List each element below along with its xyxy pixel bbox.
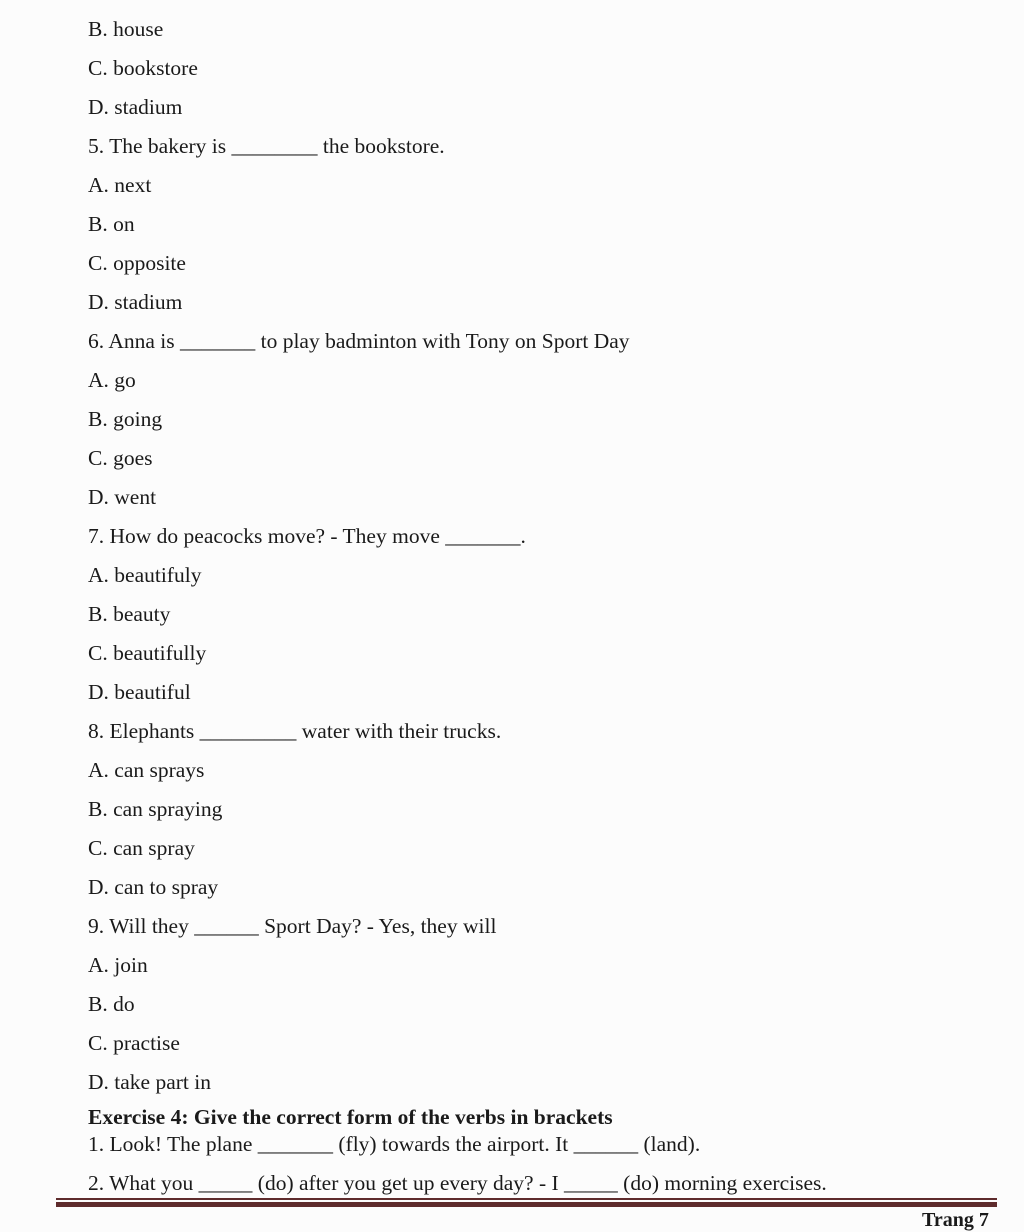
option-line: B. do (88, 992, 135, 1016)
option-line: D. beautiful (88, 680, 191, 704)
worksheet-content (88, 10, 1006, 1197)
page-number (922, 1209, 1012, 1231)
option-line: D. stadium (88, 290, 183, 314)
question-line: 5. The bakery is ________ the bookstore. (88, 134, 445, 158)
question-line: 7. How do peacocks move? - They move _______. (88, 524, 526, 548)
option-line: C. can spray (88, 836, 195, 860)
mcq-section (88, 10, 1006, 1102)
option-line: A. go (88, 368, 136, 392)
option-line: D. can to spray (88, 875, 219, 899)
option-line: C. opposite (88, 251, 186, 275)
option-line: C. goes (88, 446, 153, 470)
exercise4-heading: Exercise 4: Give the correct form of the verbs in brackets (88, 1105, 613, 1129)
exercise4-section (88, 1104, 1006, 1197)
exercise4-item: 1. Look! The plane _______ (fly) towards the airport. It ______ (land). (88, 1132, 701, 1156)
question-line: 6. Anna is _______ to play badminton with Tony on Sport Day (88, 329, 630, 353)
rule-thick-line (56, 1202, 997, 1207)
option-line: B. on (88, 212, 135, 236)
exercise4-item: 2. What you _____ (do) after you get up every day? - I _____ (do) morning exercises. (88, 1171, 827, 1195)
rule-thin-line (56, 1198, 997, 1200)
page-bottom-rule (56, 1198, 997, 1207)
option-line: A. can sprays (88, 758, 205, 782)
option-line: B. beauty (88, 602, 171, 626)
option-line: A. beautifuly (88, 563, 202, 587)
option-line: A. join (88, 953, 148, 977)
option-line: C. beautifully (88, 641, 207, 665)
option-line: D. went (88, 485, 157, 509)
option-line: B. can spraying (88, 797, 223, 821)
page-number-label: Trang 7 (922, 1209, 989, 1231)
question-line: 8. Elephants _________ water with their trucks. (88, 719, 502, 743)
option-line: C. practise (88, 1031, 180, 1055)
option-line: C. bookstore (88, 56, 198, 80)
option-line: D. take part in (88, 1070, 211, 1094)
option-line: B. going (88, 407, 163, 431)
question-line: 9. Will they ______ Sport Day? - Yes, they will (88, 914, 497, 938)
exercise4-items (88, 1131, 1006, 1197)
option-line: A. next (88, 173, 152, 197)
option-line: D. stadium (88, 95, 183, 119)
option-line: B. house (88, 17, 164, 41)
